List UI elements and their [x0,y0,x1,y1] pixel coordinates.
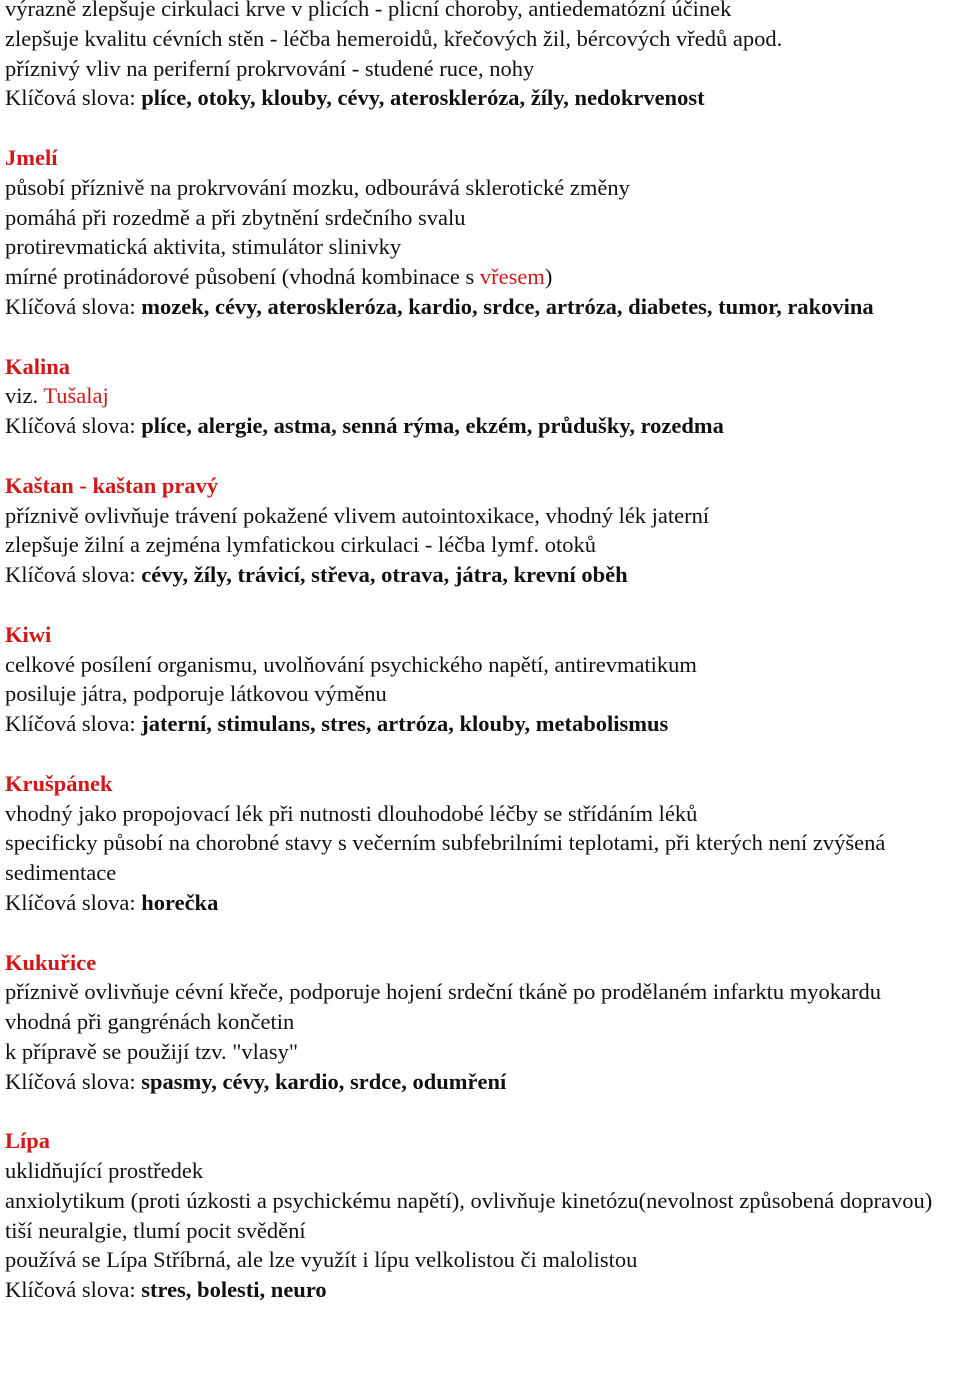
keywords-value: stres, bolesti, neuro [141,1277,327,1303]
spacer [5,590,955,620]
entry-title: Jmelí [5,144,58,170]
entry-jmeli [5,143,955,322]
entry-kiwi [5,620,955,739]
entry-title: Krušpánek [5,770,113,796]
keywords-line [5,560,955,590]
spacer [5,739,955,769]
keywords-label: Klíčová slova: [5,1277,136,1303]
keywords-value: jaterní, stimulans, stres, artróza, klouby, metabolismus [141,711,669,737]
text-line: posiluje játra, podporuje látkovou výměnu [5,681,387,707]
text-line: protirevmatická aktivita, stimulátor slinivky [5,234,402,260]
entry-title: Kukuřice [5,949,97,975]
spacer [5,441,955,471]
text-line: příznivě ovlivňuje cévní křeče, podporuje hojení srdeční tkáně po prodělaném infarktu myokardu [5,979,881,1005]
keywords-line [5,1067,955,1097]
entry-lipa [5,1126,955,1305]
keywords-label: Klíčová slova: [5,711,136,737]
spacer [5,322,955,352]
cross-reference-link[interactable]: vřesem [479,264,545,290]
entry-kruspanek [5,769,955,918]
spacer [5,918,955,948]
keywords-line [5,83,955,113]
spacer [5,1096,955,1126]
keywords-value: cévy, žíly, trávicí, střeva, otrava, játra, krevní oběh [141,562,628,588]
text-line: celkové posílení organismu, uvolňování psychického napětí, antirevmatikum [5,651,697,677]
text-line: tiší neuralgie, tlumí pocit svědění [5,1217,306,1243]
entry-kukurice [5,948,955,1097]
text-line: příznivě ovlivňuje trávení pokažené vlivem autointoxikace, vhodný lék jaterní [5,502,710,528]
text-fragment: viz. [5,383,44,409]
entry-title: Kaštan - kaštan pravý [5,472,219,498]
text-line [5,381,955,411]
keywords-label: Klíčová slova: [5,85,136,111]
text-line: používá se Lípa Stříbrná, ale lze využít i lípu velkolistou či malolistou [5,1247,638,1273]
text-line: k přípravě se použijí tzv. "vlasy" [5,1038,299,1064]
keywords-line [5,1275,955,1305]
text-line: specificky působí na chorobné stavy s večerním subfebrilními teplotami, při kterých není zvýšená sedimentace [5,830,886,886]
cross-reference-link[interactable]: Tušalaj [43,383,109,409]
keywords-value: plíce, otoky, klouby, cévy, ateroskleróza, žíly, nedokrvenost [141,85,705,111]
intro-section [5,0,955,113]
keywords-line [5,292,955,322]
document-page [5,0,955,1305]
text-line: uklidňující prostředek [5,1158,204,1184]
entry-title: Kalina [5,353,71,379]
text-fragment: mírné protinádorové působení (vhodná kombinace s [5,264,480,290]
keywords-label: Klíčová slova: [5,562,136,588]
keywords-label: Klíčová slova: [5,413,136,439]
keywords-value: horečka [141,889,219,915]
text-line: působí příznivě na prokrvování mozku, odbourává sklerotické změny [5,174,630,200]
text-line: anxiolytikum (proti úzkosti a psychickému napětí), ovlivňuje kinetózu(nevolnost způsobená dopravou) [5,1187,933,1213]
keywords-line [5,888,955,918]
keywords-label: Klíčová slova: [5,889,136,915]
keywords-value: spasmy, cévy, kardio, srdce, odumření [141,1068,507,1094]
keywords-value: mozek, cévy, ateroskleróza, kardio, srdce, artróza, diabetes, tumor, rakovina [141,293,874,319]
keywords-line [5,709,955,739]
entry-title: Lípa [5,1128,51,1154]
text-line [5,262,955,292]
text-line: výrazně zlepšuje cirkulaci krve v plicích - plicní choroby, antiedematózní účinek [5,0,732,21]
text-line: vhodný jako propojovací lék při nutnosti dlouhodobé léčby se střídáním léků [5,800,698,826]
keywords-line [5,411,955,441]
text-line: vhodná při gangrénách končetin [5,1009,295,1035]
text-line: příznivý vliv na periferní prokrvování - studené ruce, nohy [5,55,535,81]
entry-kalina [5,352,955,441]
entry-kastan [5,471,955,590]
keywords-value: plíce, alergie, astma, senná rýma, ekzém, průdušky, rozedma [141,413,724,439]
text-line: zlepšuje kvalitu cévních stěn - léčba hemeroidů, křečových žil, bércových vředů apod. [5,25,783,51]
text-fragment: ) [544,264,553,290]
text-line: zlepšuje žilní a zejména lymfatickou cirkulaci - léčba lymf. otoků [5,532,597,558]
keywords-label: Klíčová slova: [5,1068,136,1094]
keywords-label: Klíčová slova: [5,293,136,319]
entry-title: Kiwi [5,621,52,647]
spacer [5,113,955,143]
text-line: pomáhá při rozedmě a při zbytnění srdečního svalu [5,204,466,230]
